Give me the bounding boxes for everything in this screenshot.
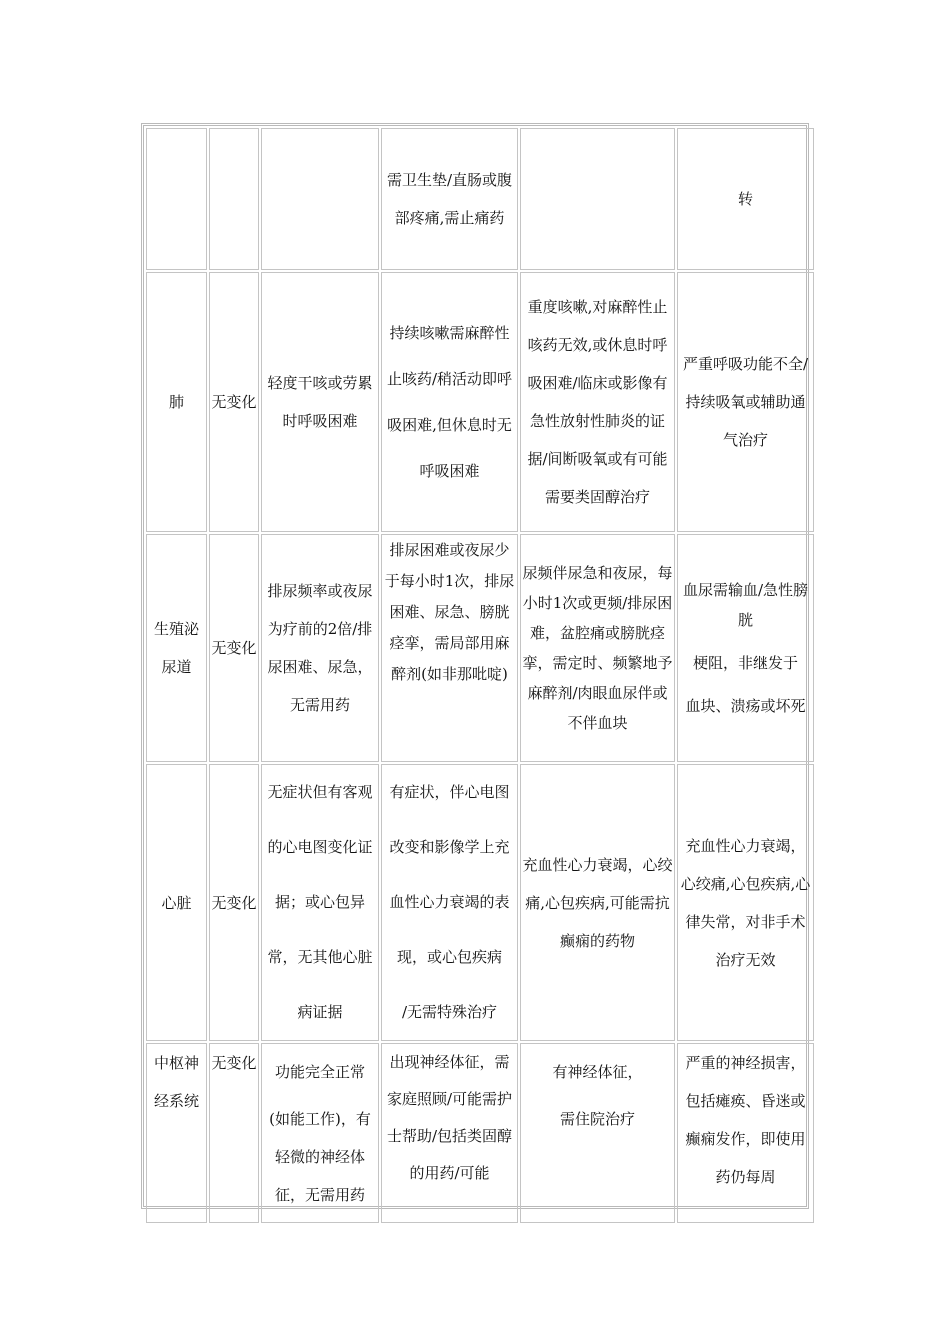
grade0-cell: 无变化 — [209, 1043, 259, 1223]
organ-cell: 肺 — [146, 272, 207, 532]
grade1-line: (如能工作)，有轻微的神经体征，无需用药 — [269, 1110, 371, 1204]
organ-cell — [146, 128, 207, 270]
grade4-cell: 转 — [677, 128, 814, 270]
grade0-cell: 无变化 — [209, 272, 259, 532]
table-row — [146, 534, 814, 762]
grade2-cell: 需卫生垫/直肠或腹部疼痛,需止痛药 — [381, 128, 518, 270]
grade2-line: /无需特殊治疗 — [401, 1003, 498, 1021]
grade2-cell: 排尿困难或夜尿少于每小时1次，排尿困难、尿急、膀胱痉挛，需局部用麻醉剂(如非那吡啶) — [381, 534, 518, 762]
grade1-cell — [261, 128, 379, 270]
grade3-cell — [520, 128, 675, 270]
table-row — [146, 128, 814, 270]
grade1-cell: 无症状但有客观的心电图变化证据；或心包异常，无其他心脏病证据 — [261, 764, 379, 1041]
grade4-cell: 充血性心力衰竭，心绞痛,心包疾病,心律失常，对非手术治疗无效 — [677, 764, 814, 1041]
organ-cell: 生殖泌尿道 — [146, 534, 207, 762]
grade1-cell — [261, 1043, 379, 1223]
grade1-line: 功能完全正常 — [274, 1063, 365, 1081]
grade2-cell: 持续咳嗽需麻醉性止咳药/稍活动即呼吸困难,但休息时无呼吸困难 — [381, 272, 518, 532]
grade3-line: 有神经体征， — [552, 1063, 643, 1081]
grade3-cell: 尿频伴尿急和夜尿，每小时1次或更频/排尿困难，盆腔痛或膀胱痉挛，需定时、频繁地予麻醉剂/肉眼血尿伴或不伴血块 — [520, 534, 675, 762]
grade1-cell: 排尿频率或夜尿为疗前的2倍/排尿困难、尿急，无需用药 — [261, 534, 379, 762]
grade3-cell: 重度咳嗽,对麻醉性止咳药无效,或休息时呼吸困难/临床或影像有急性放射性肺炎的证据/间断吸氧或有可能需要类固醇治疗 — [520, 272, 675, 532]
grade4-cell: 严重的神经损害，包括瘫痪、昏迷或癫痫发作，即使用药仍每周 — [677, 1043, 814, 1223]
grade2-cell: 出现神经体征，需家庭照顾/可能需护士帮助/包括类固醇的用药/可能 — [381, 1043, 518, 1223]
table-row — [146, 272, 814, 532]
grade3-cell — [520, 1043, 675, 1223]
grading-table — [141, 123, 809, 1209]
grade2-line: 有症状，伴心电图改变和影像学上充血性心力衰竭的表现，或心包疾病 — [389, 783, 510, 966]
grade0-cell — [209, 128, 259, 270]
grade2-cell — [381, 764, 518, 1041]
organ-cell: 心脏 — [146, 764, 207, 1041]
toxicity-table — [144, 126, 816, 1225]
grade0-cell: 无变化 — [209, 534, 259, 762]
grade3-line: 需住院治疗 — [559, 1110, 635, 1128]
grade1-cell: 轻度干咳或劳累时呼吸困难 — [261, 272, 379, 532]
grade4-line: 血尿需输血/急性膀胱 — [682, 581, 809, 629]
organ-cell: 中枢神经系统 — [146, 1043, 207, 1223]
table-row — [146, 1043, 814, 1223]
grade0-cell: 无变化 — [209, 764, 259, 1041]
grade4-line: 血块、溃疡或坏死 — [685, 697, 806, 715]
grade4-cell — [677, 534, 814, 762]
grade4-cell: 严重呼吸功能不全/持续吸氧或辅助通气治疗 — [677, 272, 814, 532]
table-row — [146, 764, 814, 1041]
grade3-cell: 充血性心力衰竭，心绞痛,心包疾病,可能需抗癫痫的药物 — [520, 764, 675, 1041]
grade4-line: 梗阻，非继发于 — [692, 654, 798, 672]
